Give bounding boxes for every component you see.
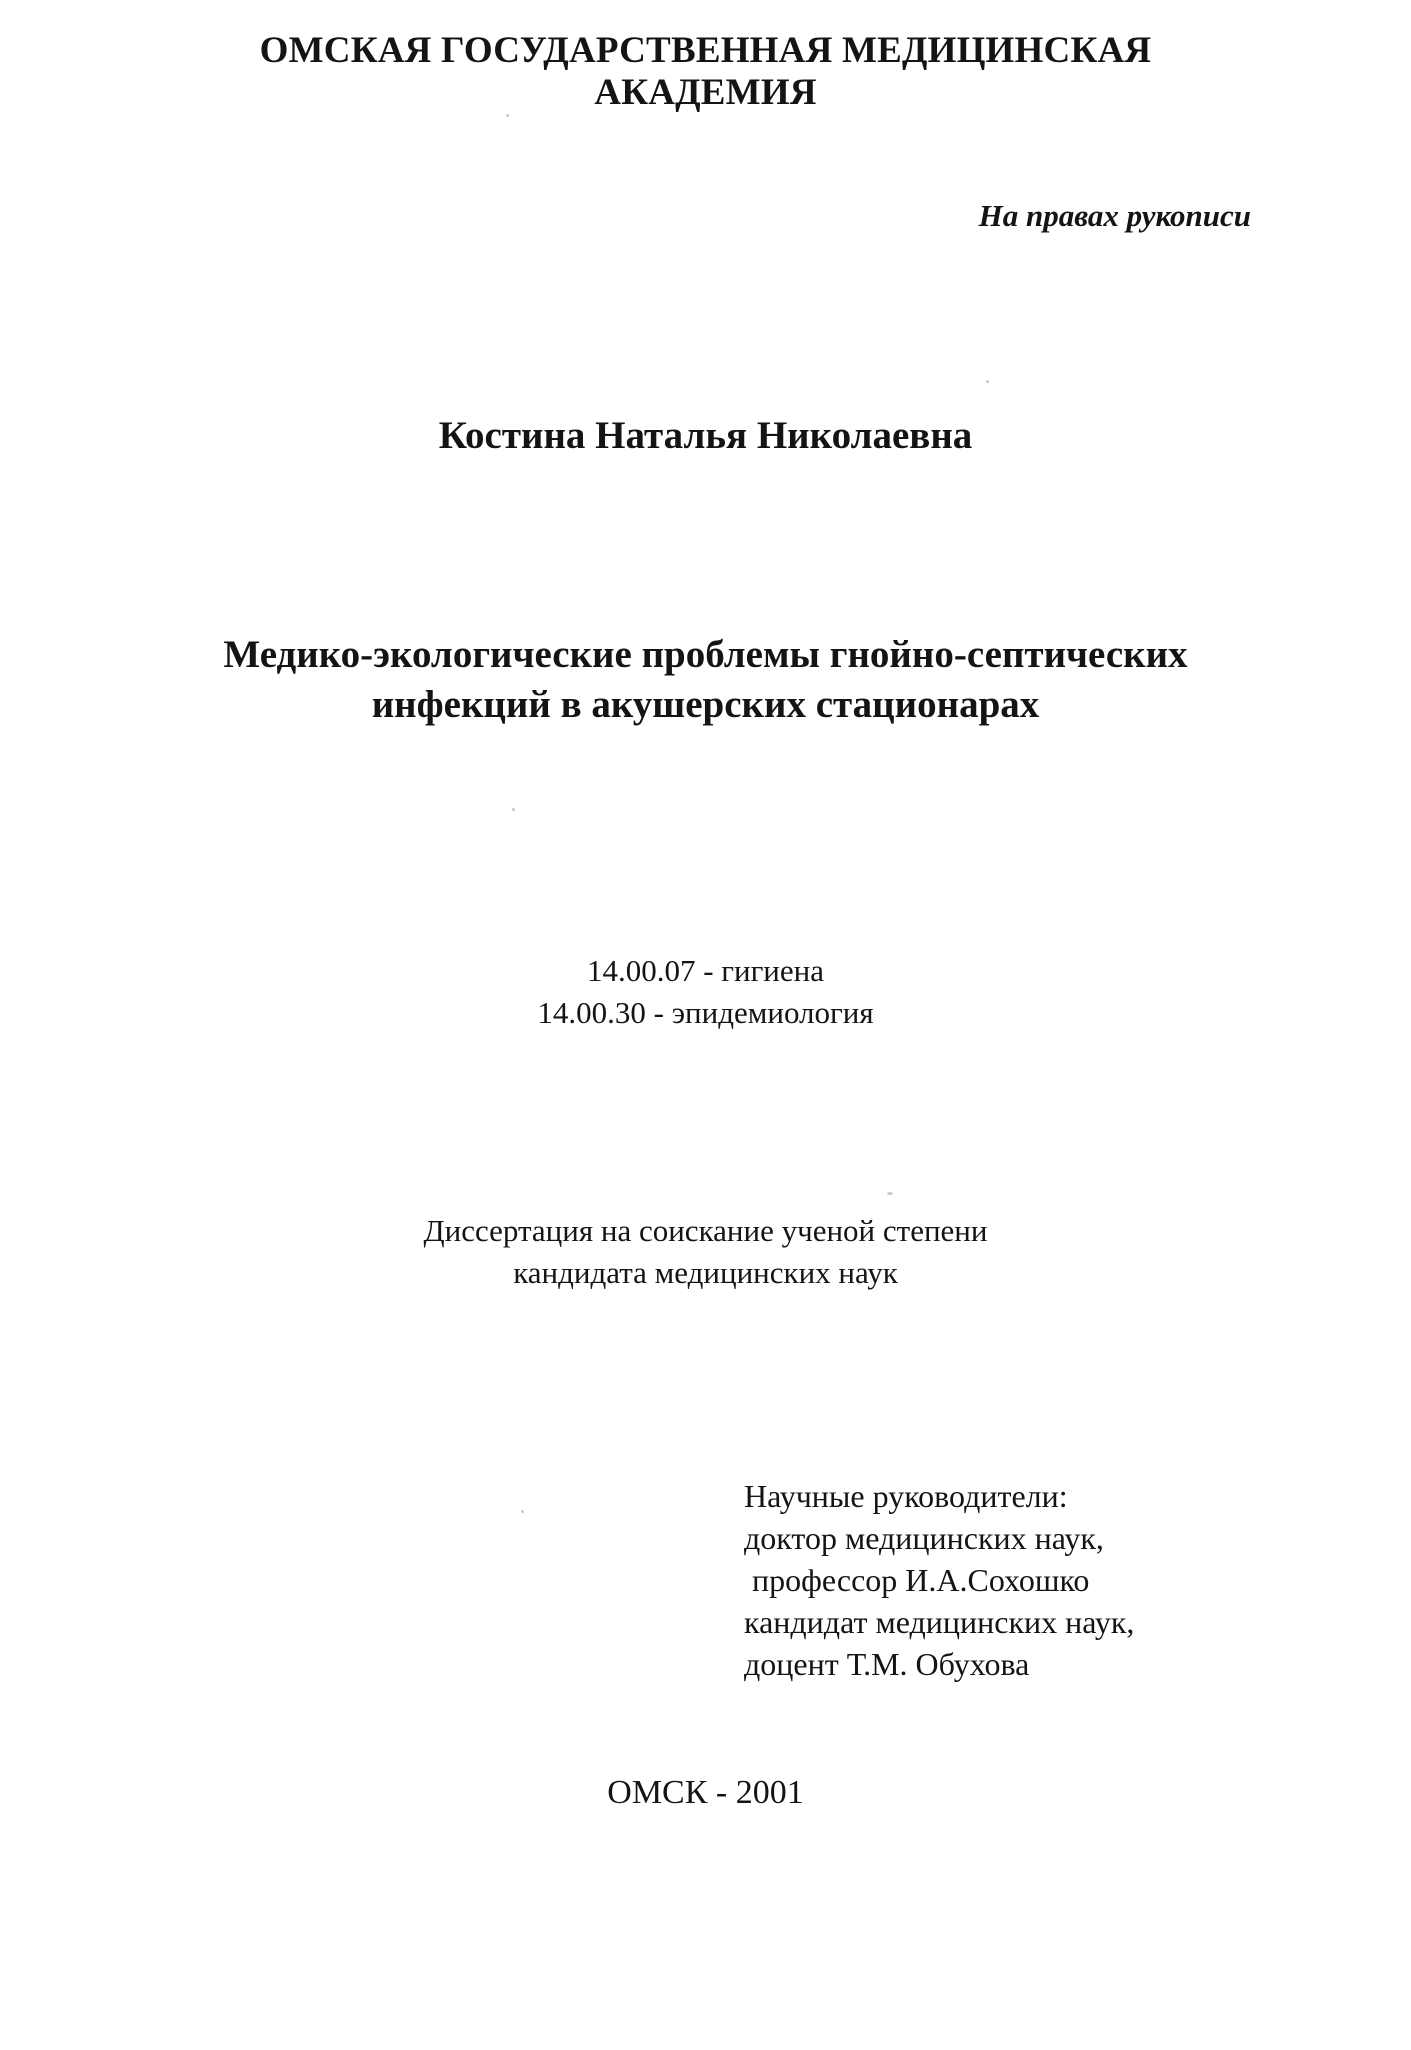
supervisor-2-degree: кандидат медицинских наук,	[744, 1604, 1135, 1640]
institution-line-1: ОМСКАЯ ГОСУДАРСТВЕННАЯ МЕДИЦИНСКАЯ	[259, 30, 1152, 71]
specialty-epidemiology: 14.00.30 - эпидемиология	[537, 995, 874, 1030]
institution-name	[0, 30, 1411, 114]
title-line-2: инфекций в акушерских стационарах	[371, 683, 1040, 726]
specialty-codes	[0, 950, 1411, 1034]
specialty-hygiene: 14.00.07 - гигиена	[586, 953, 825, 988]
supervisor-1-name: профессор И.А.Сохошко	[752, 1562, 1090, 1598]
degree-statement	[0, 1210, 1411, 1294]
scientific-supervisors	[744, 1475, 1134, 1685]
manuscript-note: На правах рукописи	[978, 198, 1251, 233]
scan-speck	[521, 1510, 524, 1513]
institution-line-2: АКАДЕМИЯ	[594, 72, 817, 113]
degree-line-2: кандидата медицинских наук	[513, 1255, 898, 1290]
scan-speck	[986, 380, 989, 383]
scan-speck	[506, 114, 509, 117]
city-and-year: ОМСК - 2001	[607, 1774, 804, 1811]
supervisor-2-name: доцент Т.М. Обухова	[744, 1646, 1030, 1682]
dissertation-title	[0, 630, 1411, 730]
supervisor-1-degree: доктор медицинских наук,	[744, 1520, 1104, 1556]
author-name: Костина Наталья Николаевна	[438, 414, 973, 457]
degree-line-1: Диссертация на соискание ученой степени	[423, 1213, 988, 1248]
scan-speck	[887, 1192, 893, 1195]
supervisors-heading: Научные руководители:	[744, 1478, 1068, 1514]
title-line-1: Медико-экологические проблемы гнойно-септических	[223, 633, 1188, 676]
scan-speck	[512, 808, 515, 811]
